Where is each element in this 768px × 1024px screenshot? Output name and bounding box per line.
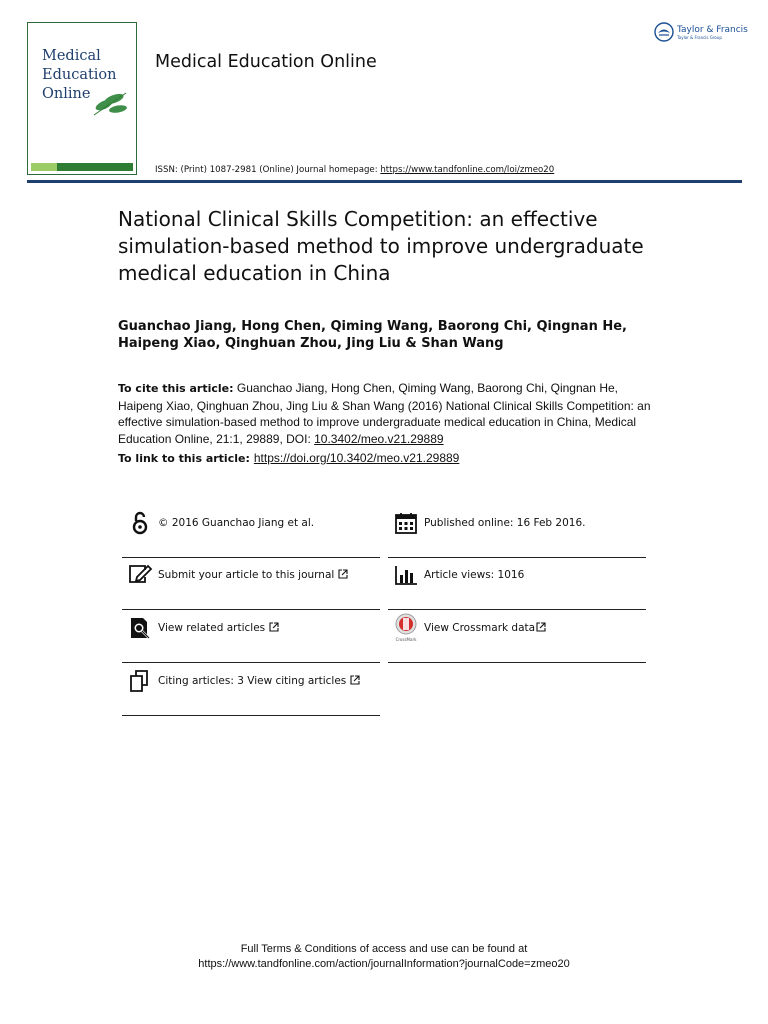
external-link-icon	[350, 675, 360, 685]
calendar-icon	[393, 510, 419, 536]
citing-text: Citing articles: 3 View citing articles	[158, 675, 347, 687]
published-text: Published online: 16 Feb 2016.	[424, 517, 586, 529]
footer-url[interactable]: https://www.tandfonline.com/action/journalInformation?journalCode=zmeo20	[198, 958, 570, 970]
publisher-name: Taylor & Francis	[677, 24, 748, 35]
copyright-text: © 2016 Guanchao Jiang et al.	[158, 517, 315, 529]
cite-text: Guanchao Jiang, Hong Chen, Qiming Wang, Baorong Chi, Qingnan He, Haipeng Xiao, Qinghuan Zhou, Jing Liu & Shan Wang (2016) National Clinical Skills Competition: an effective simulation-based method to improve undergraduate medical education in China, Medical Education Online, 21:1, 29889, DOI:	[118, 381, 651, 446]
submit-article-link[interactable]	[158, 569, 348, 581]
crossmark-logo-text: CrossMark	[395, 637, 417, 642]
cell-divider	[388, 609, 646, 610]
footer-terms: Full Terms & Conditions of access and use can be found at	[240, 943, 528, 955]
cell-divider	[122, 715, 380, 716]
views-text: Article views: 1016	[424, 569, 525, 581]
journal-homepage-link[interactable]: https://www.tandfonline.com/loi/zmeo20	[380, 165, 555, 175]
cell-divider	[388, 662, 646, 663]
cite-doi-link[interactable]: 10.3402/meo.v21.29889	[314, 431, 444, 446]
publisher-group: Taylor & Francis Group	[677, 34, 722, 40]
open-access-icon	[127, 510, 153, 536]
link-label: To link to this article:	[118, 452, 250, 465]
journal-cover	[27, 22, 137, 175]
article-authors: Guanchao Jiang, Hong Chen, Qiming Wang, Baorong Chi, Qingnan He, Haipeng Xiao, Qinghuan Zhou, Jing Liu & Shan Wang	[118, 319, 627, 351]
related-articles-link[interactable]	[158, 622, 279, 634]
journal-name: Medical Education Online	[155, 52, 377, 72]
submit-text: Submit your article to this journal	[158, 569, 335, 581]
copyright-cell	[122, 506, 380, 558]
cell-divider	[122, 662, 380, 663]
leaf-icon	[90, 85, 130, 119]
footer	[0, 942, 768, 972]
citing-articles-link[interactable]	[158, 675, 360, 687]
related-cell[interactable]	[122, 611, 380, 663]
article-title: National Clinical Skills Competition: an effective simulation-based method to improve undergraduate medical education in China	[118, 207, 644, 285]
taylor-francis-icon	[654, 22, 674, 42]
cell-divider	[122, 609, 380, 610]
cover-band-accent	[31, 163, 57, 171]
article-link-row	[118, 451, 678, 465]
views-cell	[388, 558, 646, 610]
citing-articles-icon	[127, 668, 153, 694]
publisher-logo[interactable]	[654, 22, 748, 42]
bar-chart-icon	[393, 562, 419, 588]
edit-icon	[127, 562, 153, 588]
crossmark-icon	[393, 613, 419, 643]
issn-text: ISSN: (Print) 1087-2981 (Online) Journal homepage:	[155, 165, 381, 175]
crossmark-link[interactable]	[424, 622, 546, 634]
external-link-icon	[338, 569, 348, 579]
related-search-icon	[127, 615, 153, 641]
published-cell	[388, 506, 646, 558]
crossmark-cell[interactable]	[388, 611, 646, 663]
related-text: View related articles	[158, 622, 266, 634]
external-link-icon	[269, 622, 279, 632]
cite-label: To cite this article:	[118, 382, 234, 395]
header-divider	[27, 180, 742, 183]
crossmark-text: View Crossmark data	[424, 622, 536, 634]
submit-cell[interactable]	[122, 558, 380, 610]
issn-line	[155, 165, 554, 175]
article-doi-link[interactable]: https://doi.org/10.3402/meo.v21.29889	[253, 451, 460, 465]
cover-title: Medical Education Online	[42, 48, 117, 102]
external-link-icon	[536, 622, 546, 632]
citing-cell[interactable]	[122, 664, 380, 716]
citation-block	[118, 380, 658, 447]
